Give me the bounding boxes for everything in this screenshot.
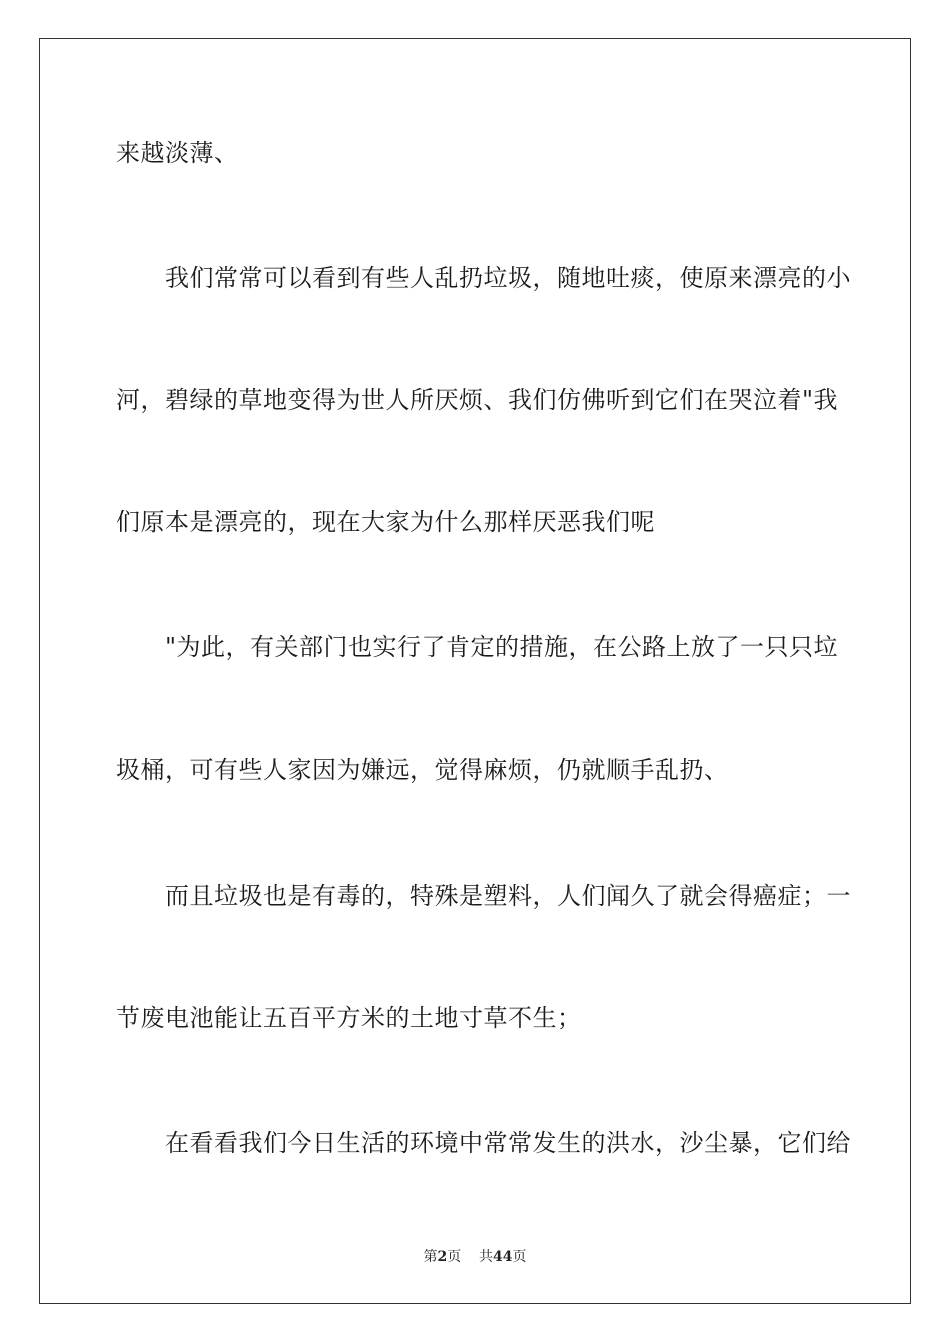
footer-page-suffix: 页 [447, 1249, 462, 1265]
footer-total-suffix: 页 [512, 1249, 527, 1265]
footer-page-number: 2 [437, 1249, 448, 1265]
text-line-9: 在看看我们今日生活的环境中常常发生的洪水，沙尘暴，它们给 [165, 1129, 851, 1157]
page-footer [0, 1248, 950, 1266]
text-line-8: 节废电池能让五百平方米的土地寸草不生； [116, 1004, 582, 1032]
footer-page-prefix: 第 [423, 1249, 438, 1265]
page-border [39, 38, 911, 1304]
text-line-1: 来越淡薄、 [116, 139, 239, 167]
footer-total-pages: 44 [493, 1249, 513, 1265]
text-line-4: 们原本是漂亮的，现在大家为什么那样厌恶我们呢 [116, 508, 655, 536]
footer-total-prefix: 共 [479, 1249, 494, 1265]
text-line-5: "为此，有关部门也实行了肯定的措施，在公路上放了一只只垃 [165, 633, 839, 661]
text-line-6: 圾桶，可有些人家因为嫌远，觉得麻烦，仍就顺手乱扔、 [116, 756, 729, 784]
text-line-2: 我们常常可以看到有些人乱扔垃圾，随地吐痰，使原来漂亮的小 [165, 264, 851, 292]
text-line-7: 而且垃圾也是有毒的，特殊是塑料，人们闻久了就会得癌症；一 [165, 882, 851, 910]
text-line-3: 河，碧绿的草地变得为世人所厌烦、我们仿佛听到它们在哭泣着"我 [116, 386, 839, 414]
